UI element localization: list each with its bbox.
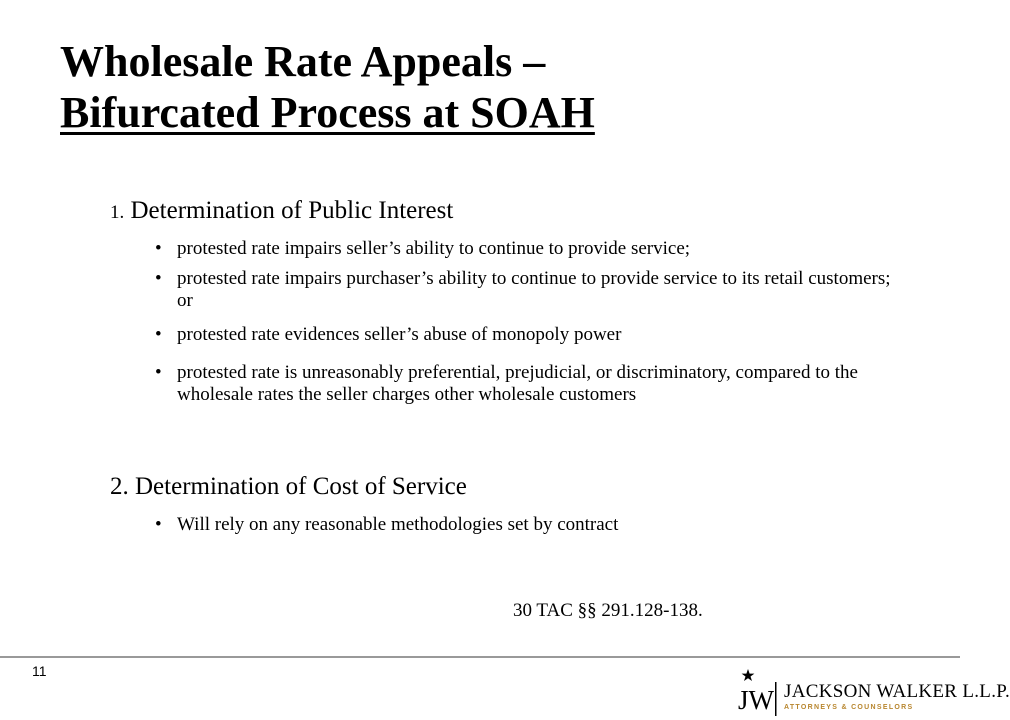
bullet-text: protested rate impairs seller’s ability to continue to provide service; (177, 238, 691, 259)
list-item (155, 362, 895, 406)
star-icon (742, 669, 755, 681)
bullet-text: protested rate evidences seller’s abuse of monopoly power (177, 324, 622, 345)
section-1-heading (110, 197, 453, 227)
bullet-text: protested rate impairs purchaser’s ability to continue to provide service to its retail customers; or (177, 268, 891, 311)
bullet-icon: • (155, 324, 162, 345)
section-1-number: 1. (110, 202, 125, 223)
bullet-icon: • (155, 238, 162, 259)
firm-logo (735, 667, 1010, 720)
section-2-number: 2. (110, 473, 129, 500)
list-item (155, 268, 895, 312)
firm-name: JACKSON WALKER L.L.P. (784, 681, 1010, 702)
page-number: 11 (32, 663, 47, 679)
list-item (155, 514, 895, 536)
title-line-2: Bifurcated Process at SOAH (60, 88, 595, 137)
logo-text (784, 682, 1010, 711)
firm-tagline: ATTORNEYS & COUNSELORS (784, 704, 914, 711)
bullet-text: Will rely on any reasonable methodologies set by contract (177, 514, 619, 535)
bullet-icon: • (155, 514, 162, 535)
section-1-title: Determination of Public Interest (130, 197, 454, 224)
logo-monogram: JW (738, 685, 774, 715)
bullet-text: protested rate is unreasonably preferential, prejudicial, or discriminatory, compared to the wholesale rates the seller charges other wholesale customers (177, 362, 858, 405)
title-line-1: Wholesale Rate Appeals – (60, 37, 546, 86)
jw-monogram-icon (735, 667, 783, 720)
citation: 30 TAC §§ 291.128-138. (513, 600, 703, 621)
section-2-heading (110, 473, 467, 501)
section-2-title: Determination of Cost of Service (135, 473, 467, 500)
slide-title (60, 36, 595, 138)
bullet-icon: • (155, 268, 162, 289)
footer-divider (0, 656, 960, 658)
list-item (155, 238, 895, 260)
list-item (155, 324, 895, 346)
bullet-icon: • (155, 362, 162, 383)
